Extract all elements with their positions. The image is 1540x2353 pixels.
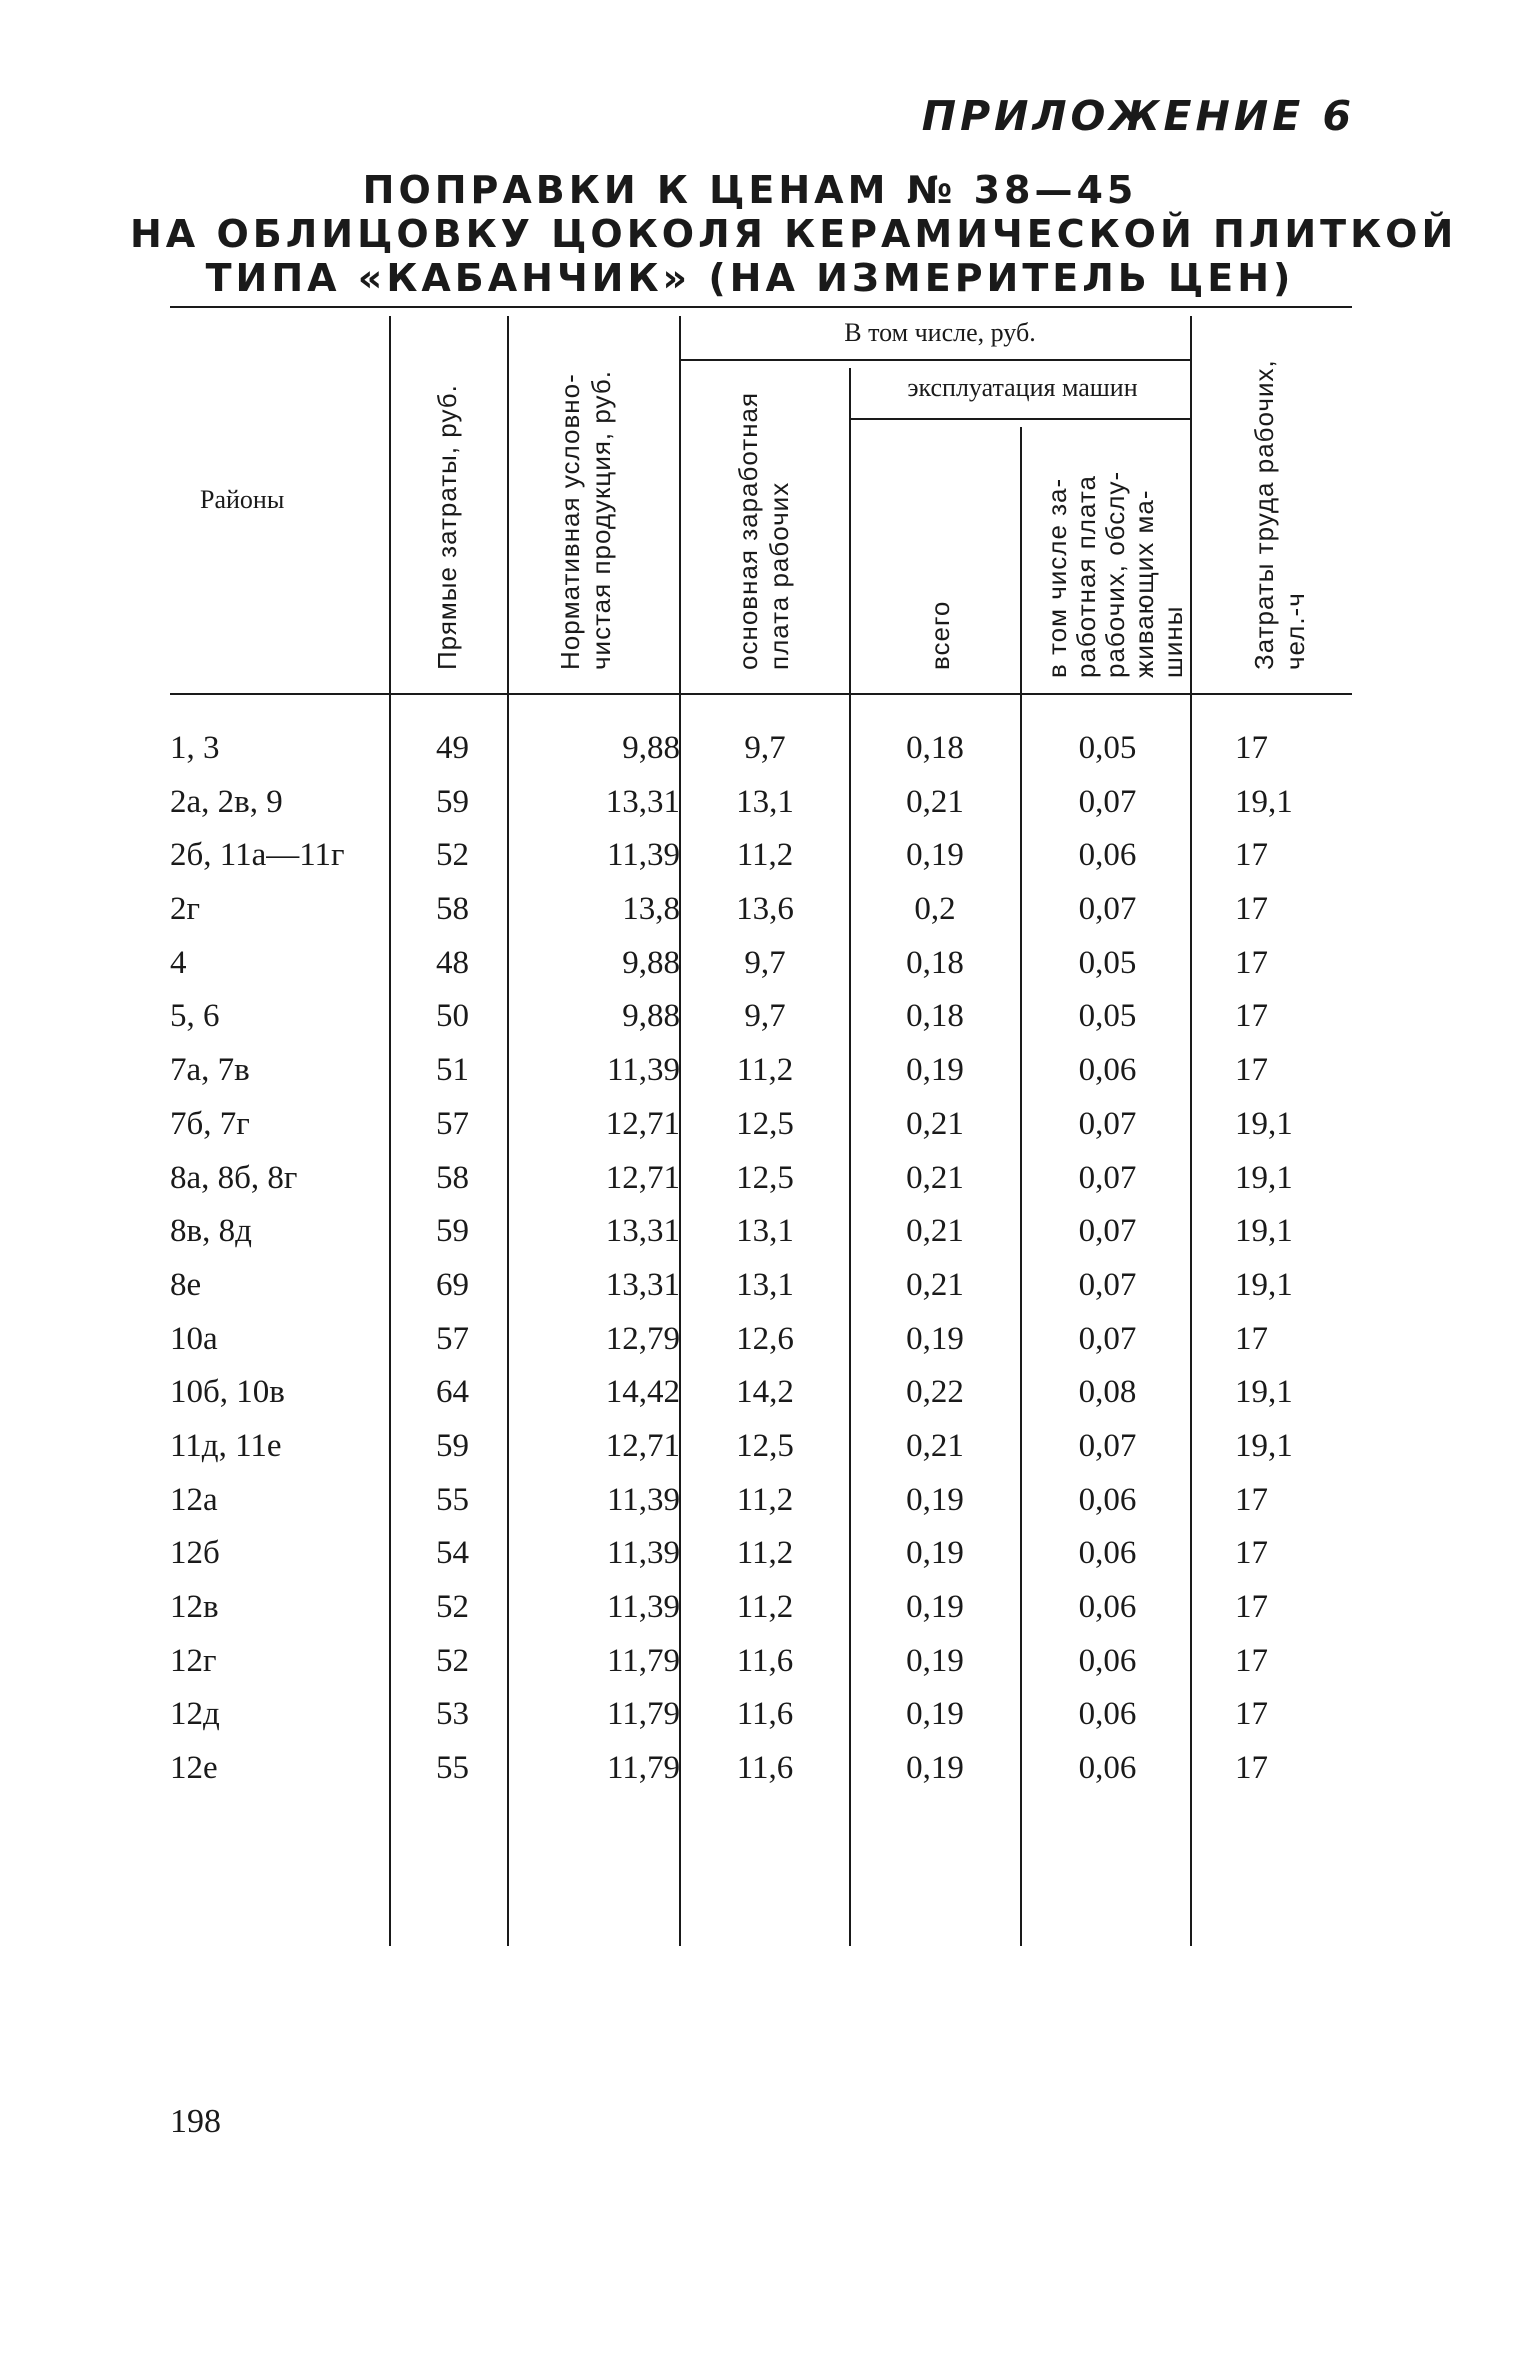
header-wages-line-1: основная заработная [733,391,763,670]
wages-cell: 9,7 [744,998,786,1035]
region-cell: 12е [170,1750,218,1787]
table-row [0,1742,1540,1796]
region-cell: 12а [170,1481,218,1518]
title-line-1: ПОПРАВКИ К ЦЕНАМ № 38—45 [362,168,1138,212]
labor-cell: 19,1 [1235,1159,1293,1196]
table-row [0,1313,1540,1367]
net-output-cell [515,1527,680,1581]
header-incl-wages-line-3: рабочих, обслу- [1100,470,1130,678]
header-incl-wages-line-1: в том числе за- [1042,477,1072,678]
header-labor-line-2: чел.-ч [1280,592,1310,670]
machine-wages-cell: 0,07 [1078,783,1137,820]
net-output-value: 11,39 [606,1589,680,1625]
net-output-value: 11,39 [606,837,680,874]
machines-total-cell: 0,18 [906,998,964,1035]
net-output-value: 13,8 [622,891,680,928]
labor-cell: 17 [1235,998,1268,1035]
header-incl-wages-line-2: работная плата [1071,475,1101,678]
net-output-cell [515,937,680,991]
wages-cell: 13,1 [736,1213,794,1250]
table-row [0,1688,1540,1742]
machine-wages-cell: 0,05 [1078,730,1137,766]
table-row [0,883,1540,937]
net-output-value: 12,79 [605,1320,680,1357]
net-output-value: 9,88 [622,730,680,766]
table-row [0,1420,1540,1474]
header-incl-wages-line-4: живающих ма- [1129,489,1159,678]
wages-cell: 11,2 [736,837,794,874]
net-output-value: 11,39 [606,1481,680,1518]
machines-total-cell: 0,21 [906,1266,964,1303]
table-row [0,722,1540,776]
net-output-cell [515,1366,680,1420]
region-cell: 7а, 7в [170,1052,250,1089]
table-row [0,1098,1540,1152]
machines-total-cell: 0,19 [906,1696,964,1733]
machine-wages-cell: 0,05 [1078,998,1137,1035]
direct-costs-cell: 57 [436,1105,469,1142]
header-machines: эксплуатация машин [907,373,1138,402]
wages-cell: 13,6 [736,891,794,928]
wages-cell: 11,6 [736,1696,794,1733]
table-row [0,1366,1540,1420]
direct-costs-cell: 59 [436,783,469,820]
machine-wages-cell: 0,07 [1078,1213,1137,1250]
net-output-value: 9,88 [622,944,680,981]
table-row [0,1581,1540,1635]
region-cell: 1, 3 [170,730,220,766]
machines-total-cell: 0,22 [906,1374,964,1411]
region-cell: 12в [170,1589,219,1625]
labor-cell: 19,1 [1235,1213,1293,1250]
direct-costs-cell: 55 [436,1750,469,1787]
labor-cell: 17 [1235,1052,1268,1089]
net-output-value: 11,39 [606,1535,680,1572]
header-labor-line-1: Затраты труда рабочих, [1249,359,1279,670]
region-cell: 7б, 7г [170,1105,250,1142]
machine-wages-cell: 0,06 [1078,1750,1137,1787]
region-cell: 10а [170,1320,218,1357]
machine-wages-cell: 0,06 [1078,1481,1137,1518]
direct-costs-cell: 64 [436,1374,469,1411]
machines-total-cell: 0,21 [906,1159,964,1196]
net-output-cell [515,829,680,883]
direct-costs-cell: 54 [436,1535,469,1572]
table-row [0,1259,1540,1313]
net-output-value: 12,71 [605,1105,680,1142]
table-row [0,990,1540,1044]
direct-costs-cell: 69 [436,1266,469,1303]
direct-costs-cell: 51 [436,1052,469,1089]
net-output-cell [515,1313,680,1367]
labor-cell: 19,1 [1235,1266,1293,1303]
region-cell: 4 [170,944,187,981]
machine-wages-cell: 0,07 [1078,1266,1137,1303]
wages-cell: 12,5 [736,1427,794,1464]
region-cell: 8в, 8д [170,1213,252,1250]
labor-cell: 17 [1235,1696,1268,1733]
machines-total-cell: 0,18 [906,730,964,766]
wages-cell: 14,2 [736,1374,794,1411]
wages-cell: 11,6 [736,1642,794,1679]
net-output-value: 12,71 [605,1427,680,1464]
machines-total-cell: 0,19 [906,1320,964,1357]
net-output-cell [515,1474,680,1528]
net-output-cell [515,1044,680,1098]
direct-costs-cell: 57 [436,1320,469,1357]
wages-cell: 11,2 [736,1052,794,1089]
region-cell: 5, 6 [170,998,220,1035]
direct-costs-cell: 55 [436,1481,469,1518]
direct-costs-cell: 53 [436,1696,469,1733]
net-output-cell [515,883,680,937]
direct-costs-cell: 48 [436,944,469,981]
net-output-cell [515,990,680,1044]
net-output-cell [515,1635,680,1689]
machine-wages-cell: 0,07 [1078,891,1137,928]
machines-total-cell: 0,19 [906,1589,964,1625]
net-output-value: 11,79 [606,1696,680,1733]
table-row [0,1635,1540,1689]
title-line-3: ТИПА «КАБАНЧИК» (НА ИЗМЕРИТЕЛЬ ЦЕН) [205,256,1295,300]
labor-cell: 19,1 [1235,783,1293,820]
machines-total-cell: 0,21 [906,1105,964,1142]
net-output-cell [515,722,680,776]
region-cell: 10б, 10в [170,1374,285,1411]
machines-total-cell: 0,21 [906,1427,964,1464]
machine-wages-cell: 0,06 [1078,837,1137,874]
table-row [0,1152,1540,1206]
net-output-value: 11,79 [606,1642,680,1679]
machine-wages-cell: 0,07 [1078,1427,1137,1464]
machines-total-cell: 0,19 [906,837,964,874]
header-wages-line-2: плата рабочих [764,481,794,670]
wages-cell: 9,7 [744,730,786,766]
labor-cell: 19,1 [1235,1427,1293,1464]
machines-total-cell: 0,18 [906,944,964,981]
page-number: 198 [170,2103,221,2140]
net-output-value: 13,31 [605,783,680,820]
machine-wages-cell: 0,05 [1078,944,1137,981]
region-cell: 12д [170,1696,220,1733]
table-row [0,829,1540,883]
labor-cell: 17 [1235,730,1268,766]
table-row [0,776,1540,830]
direct-costs-cell: 52 [436,1589,469,1625]
net-output-value: 11,39 [606,1052,680,1089]
region-cell: 2г [170,891,201,928]
labor-cell: 17 [1235,1320,1268,1357]
net-output-cell [515,1688,680,1742]
wages-cell: 11,2 [736,1535,794,1572]
title-line-2: НА ОБЛИЦОВКУ ЦОКОЛЯ КЕРАМИЧЕСКОЙ ПЛИТКОЙ [130,212,1458,256]
machines-total-cell: 0,19 [906,1750,964,1787]
table-row [0,937,1540,991]
header-total: всего [925,600,955,670]
wages-cell: 11,2 [736,1589,794,1625]
region-cell: 8е [170,1266,202,1303]
labor-cell: 17 [1235,1642,1268,1679]
table-row [0,1205,1540,1259]
net-output-value: 12,71 [605,1159,680,1196]
net-output-cell [515,1152,680,1206]
direct-costs-cell: 58 [436,1159,469,1196]
net-output-cell [515,1098,680,1152]
machines-total-cell: 0,19 [906,1052,964,1089]
net-output-value: 9,88 [622,998,680,1035]
wages-cell: 13,1 [736,783,794,820]
header-direct-costs: Прямые затраты, руб. [432,384,462,670]
net-output-value: 13,31 [605,1266,680,1303]
table-row [0,1527,1540,1581]
region-cell: 2а, 2в, 9 [170,783,283,820]
machine-wages-cell: 0,06 [1078,1535,1137,1572]
machine-wages-cell: 0,06 [1078,1642,1137,1679]
machine-wages-cell: 0,07 [1078,1159,1137,1196]
net-output-value: 14,42 [605,1374,680,1411]
machines-total-cell: 0,21 [906,1213,964,1250]
header-incl-wages-line-5: шины [1158,605,1188,678]
machine-wages-cell: 0,06 [1078,1696,1137,1733]
machines-total-cell: 0,2 [914,891,956,928]
labor-cell: 19,1 [1235,1374,1293,1411]
wages-cell: 12,6 [736,1320,794,1357]
direct-costs-cell: 52 [436,1642,469,1679]
machine-wages-cell: 0,07 [1078,1320,1137,1357]
region-cell: 8а, 8б, 8г [170,1159,298,1196]
labor-cell: 17 [1235,837,1268,874]
labor-cell: 17 [1235,1750,1268,1787]
machines-total-cell: 0,19 [906,1481,964,1518]
header-including: В том числе, руб. [844,318,1036,347]
direct-costs-cell: 59 [436,1427,469,1464]
direct-costs-cell: 49 [436,730,469,766]
direct-costs-cell: 59 [436,1213,469,1250]
header-net-output-line-1: Нормативная условно- [555,373,585,670]
wages-cell: 12,5 [736,1105,794,1142]
labor-cell: 19,1 [1235,1105,1293,1142]
wages-cell: 12,5 [736,1159,794,1196]
region-cell: 12б [170,1535,220,1572]
machine-wages-cell: 0,08 [1078,1374,1137,1411]
labor-cell: 17 [1235,1535,1268,1572]
net-output-cell [515,1205,680,1259]
machine-wages-cell: 0,06 [1078,1052,1137,1089]
wages-cell: 13,1 [736,1266,794,1303]
wages-cell: 9,7 [744,944,786,981]
machine-wages-cell: 0,06 [1078,1589,1137,1625]
net-output-cell [515,1259,680,1313]
net-output-cell [515,1742,680,1796]
net-output-cell [515,1581,680,1635]
machine-wages-cell: 0,07 [1078,1105,1137,1142]
wages-cell: 11,2 [736,1481,794,1518]
machines-total-cell: 0,19 [906,1535,964,1572]
machines-total-cell: 0,21 [906,783,964,820]
labor-cell: 17 [1235,944,1268,981]
labor-cell: 17 [1235,891,1268,928]
direct-costs-cell: 58 [436,891,469,928]
labor-cell: 17 [1235,1481,1268,1518]
net-output-cell [515,776,680,830]
net-output-value: 11,79 [606,1750,680,1787]
machines-total-cell: 0,19 [906,1642,964,1679]
header-regions: Районы [200,485,285,514]
document-title [130,168,1458,300]
table-row [0,1044,1540,1098]
region-cell: 11д, 11е [170,1427,282,1464]
direct-costs-cell: 50 [436,998,469,1035]
region-cell: 12г [170,1642,217,1679]
region-cell: 2б, 11а—11г [170,837,345,874]
table-row [0,1474,1540,1528]
appendix-label: ПРИЛОЖЕНИЕ 6 [921,92,1355,140]
table-body [0,722,1540,1796]
net-output-cell [515,1420,680,1474]
header-net-output-line-2: чистая продукция, руб. [586,370,616,670]
wages-cell: 11,6 [736,1750,794,1787]
direct-costs-cell: 52 [436,837,469,874]
net-output-value: 13,31 [605,1213,680,1250]
labor-cell: 17 [1235,1589,1268,1625]
